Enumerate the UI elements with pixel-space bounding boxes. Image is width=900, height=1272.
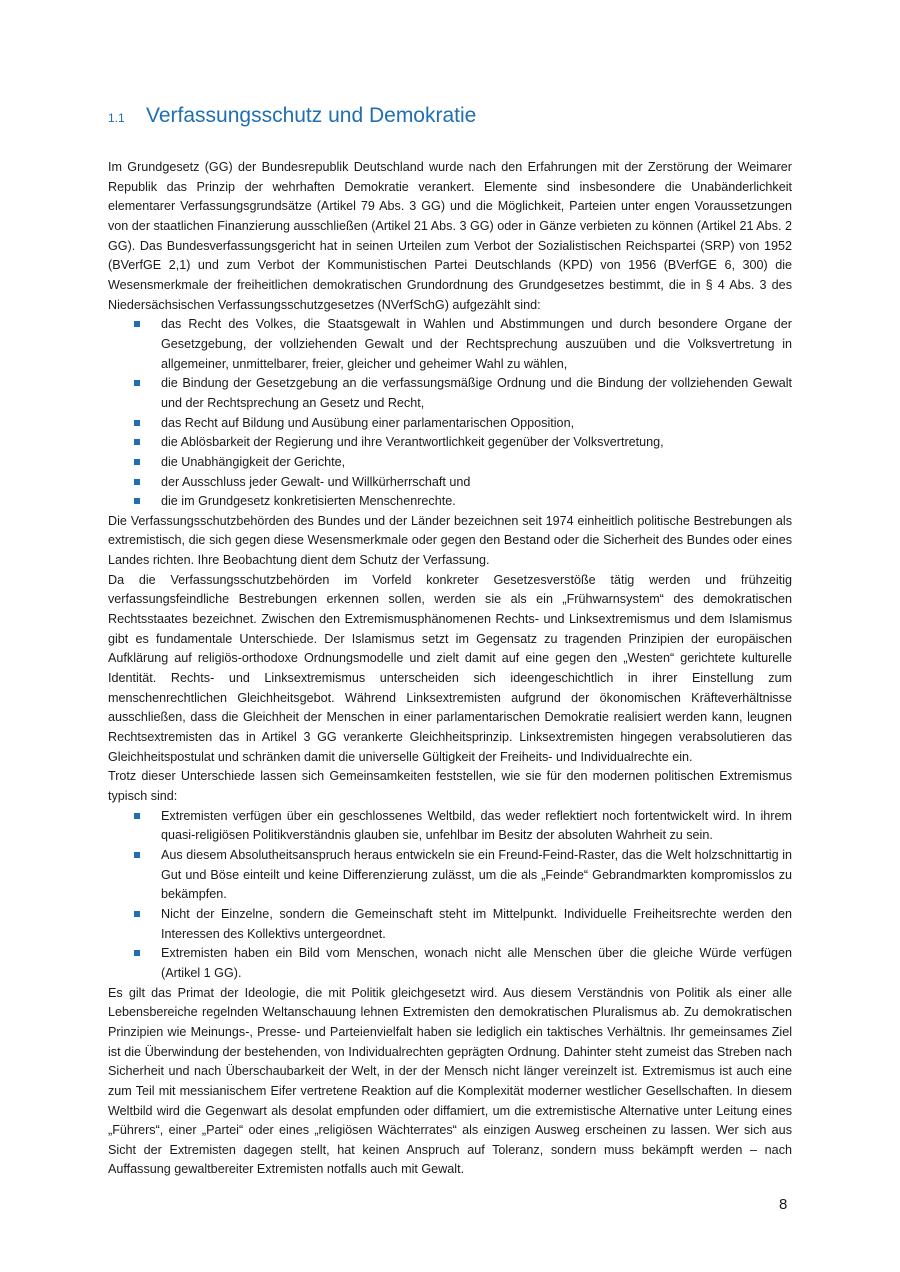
square-bullet-icon xyxy=(134,321,140,327)
square-bullet-icon xyxy=(134,950,140,956)
square-bullet-icon xyxy=(134,852,140,858)
bullet-list-fdgo xyxy=(108,315,792,512)
list-item: Extremisten verfügen über ein geschlossenes Weltbild, das weder reflektiert noch fortentwickelt wird. In ihrem quasi-religiösen Politikverständnis glauben sie, unfehlbar im Besitz der absoluten Wahrheit zu sein. xyxy=(161,807,792,846)
section-number: 1.1 xyxy=(108,111,125,125)
paragraph: Im Grundgesetz (GG) der Bundesrepublik Deutschland wurde nach den Erfahrungen mit der Zerstörung der Weimarer Republik das Prinzip der wehrhaften Demokratie verankert. Elemente sind insbesondere die Unabänderlichkeit elementarer Verfassungsgrundsätze (Artikel 79 Abs. 3 GG) und die Möglichkeit, Parteien unter engen Voraussetzungen von der staatlichen Finanzierung ausschließen (Artikel 21 Abs. 3 GG) oder in Gänze verbieten zu können (Artikel 21 Abs. 2 GG). Das Bundesverfassungsgericht hat in seinen Urteilen zum Verbot der Sozialistischen Reichspartei (SRP) von 1952 (BVerfGE 2,1) und zum Verbot der Kommunistischen Partei Deutschlands (KPD) von 1956 (BVerfGE 6, 300) die Wesensmerkmale der freiheitlichen demokratischen Grundordnung des Grundgesetzes bestimmt, die in § 4 Abs. 3 des Niedersächsischen Verfassungsschutzgesetzes (NVerfSchG) aufgezählt sind: xyxy=(108,160,792,312)
paragraph: Die Verfassungsschutzbehörden des Bundes und der Länder bezeichnen seit 1974 einheitlich politische Bestrebungen als extremistisch, die sich gegen diese Wesensmerkmale oder gegen den Bestand oder die Sicherheit des Bundes oder eines Landes richten. Ihre Beobachtung dient dem Schutz der Verfassung. xyxy=(108,513,792,568)
list-item: das Recht des Volkes, die Staatsgewalt in Wahlen und Abstimmungen und durch besondere Organe der Gesetzgebung, der vollziehenden Gewalt und der Rechtsprechung auszuüben und die Volksvertretung in allgemeiner, unmittelbarer, freier, gleicher und geheimer Wahl zu wählen, xyxy=(161,315,792,374)
section-title: Verfassungsschutz und Demokratie xyxy=(146,104,477,127)
square-bullet-icon xyxy=(134,813,140,819)
square-bullet-icon xyxy=(134,420,140,426)
paragraph: Da die Verfassungsschutzbehörden im Vorfeld konkreter Gesetzesverstöße tätig werden und frühzeitig verfassungsfeindliche Bestrebungen erkennen sollen, werden sie als ein „Frühwarnsystem“ des demokratischen Rechtsstaates bezeichnet. Zwischen den Extremismusphänomenen Rechts- und Linksextremismus und dem Islamismus gibt es fundamentale Unterschiede. Der Islamismus setzt im Gegensatz zu tragenden Prinzipien der europäischen Aufklärung auf religiös-orthodoxe Ordnungsmodelle und zielt damit auf eine gegen den „Westen“ gerichtete kulturelle Identität. Rechts- und Linksextremismus unterscheiden sich ideengeschichtlich in ihrer Einstellung zum menschenrechtlichen Gleichheitsgebot. Während Linksextremisten aufgrund der ökonomischen Kräfteverhältnisse ausschließen, dass die Gleichheit der Menschen in einer parlamentarischen Demokratie realisiert werden kann, leugnen Rechtsextremisten das in Artikel 3 GG verankerte Gleichheitsprinzip. Linksextremisten hingegen verabsolutieren das Gleichheitspostulat und schränken damit die universelle Gültigkeit der Freiheits- und Individualrechte ein. xyxy=(108,572,792,764)
list-item: Aus diesem Absolutheitsanspruch heraus entwickeln sie ein Freund-Feind-Raster, das die Welt holzschnittartig in Gut und Böse einteilt und keine Differenzierung zulässt, um die als „Feinde“ Gebrandmarkten kompromisslos zu bekämpfen. xyxy=(161,846,792,905)
paragraph: Trotz dieser Unterschiede lassen sich Gemeinsamkeiten feststellen, wie sie für den modernen politischen Extremismus typisch sind: xyxy=(108,769,792,803)
square-bullet-icon xyxy=(134,479,140,485)
square-bullet-icon xyxy=(134,439,140,445)
list-item: die Unabhängigkeit der Gerichte, xyxy=(161,453,792,473)
section-heading xyxy=(108,104,476,128)
square-bullet-icon xyxy=(134,380,140,386)
list-item: Extremisten haben ein Bild vom Menschen, wonach nicht alle Menschen über die gleiche Würde verfügen (Artikel 1 GG). xyxy=(161,944,792,983)
body-text xyxy=(108,158,792,1180)
square-bullet-icon xyxy=(134,498,140,504)
list-item: Nicht der Einzelne, sondern die Gemeinschaft steht im Mittelpunkt. Individuelle Freiheitsrechte werden den Interessen des Kollektivs untergeordnet. xyxy=(161,905,792,944)
list-item: das Recht auf Bildung und Ausübung einer parlamentarischen Opposition, xyxy=(161,414,792,434)
page-number: 8 xyxy=(779,1196,788,1213)
list-item: die im Grundgesetz konkretisierten Menschenrechte. xyxy=(161,492,792,512)
list-item: die Bindung der Gesetzgebung an die verfassungsmäßige Ordnung und die Bindung der vollziehenden Gewalt und der Rechtsprechung an Gesetz und Recht, xyxy=(161,374,792,413)
list-item: die Ablösbarkeit der Regierung und ihre Verantwortlichkeit gegenüber der Volksvertretung, xyxy=(161,433,792,453)
square-bullet-icon xyxy=(134,911,140,917)
list-item: der Ausschluss jeder Gewalt- und Willkürherrschaft und xyxy=(161,473,792,493)
bullet-list-extremism-traits xyxy=(108,807,792,984)
square-bullet-icon xyxy=(134,459,140,465)
paragraph: Es gilt das Primat der Ideologie, die mit Politik gleichgesetzt wird. Aus diesem Verständnis von Politik als einer alle Lebensbereiche regelnden Weltanschauung lehnen Extremisten den demokratischen Pluralismus ab. Zu demokratischen Prinzipien wie Meinungs-, Presse- und Parteienvielfalt haben sie lediglich ein taktisches Verhältnis. Ihr gemeinsames Ziel ist die Überwindung der bestehenden, von Individualrechten geprägten Ordnung. Dahinter steht zumeist das Streben nach Sicherheit und nach Überschaubarkeit der Welt, in der der Mensch nicht länger vereinzelt ist. Extremismus ist auch eine zum Teil mit messianischem Eifer vertretene Reaktion auf die Komplexität moderner westlicher Gesellschaften. In diesem Weltbild wird die Gegenwart als desolat empfunden oder diffamiert, um die extremistische Alternative unter Leitung eines „Führers“, einer „Partei“ oder eines „religiösen Wächterrates“ als einzigen Ausweg erscheinen zu lassen. Wer sich aus Sicht der Extremisten dagegen stellt, hat keinen Anspruch auf Toleranz, sondern muss bekämpft werden – nach Auffassung gewaltbereiter Extremisten notfalls auch mit Gewalt. xyxy=(108,985,792,1177)
